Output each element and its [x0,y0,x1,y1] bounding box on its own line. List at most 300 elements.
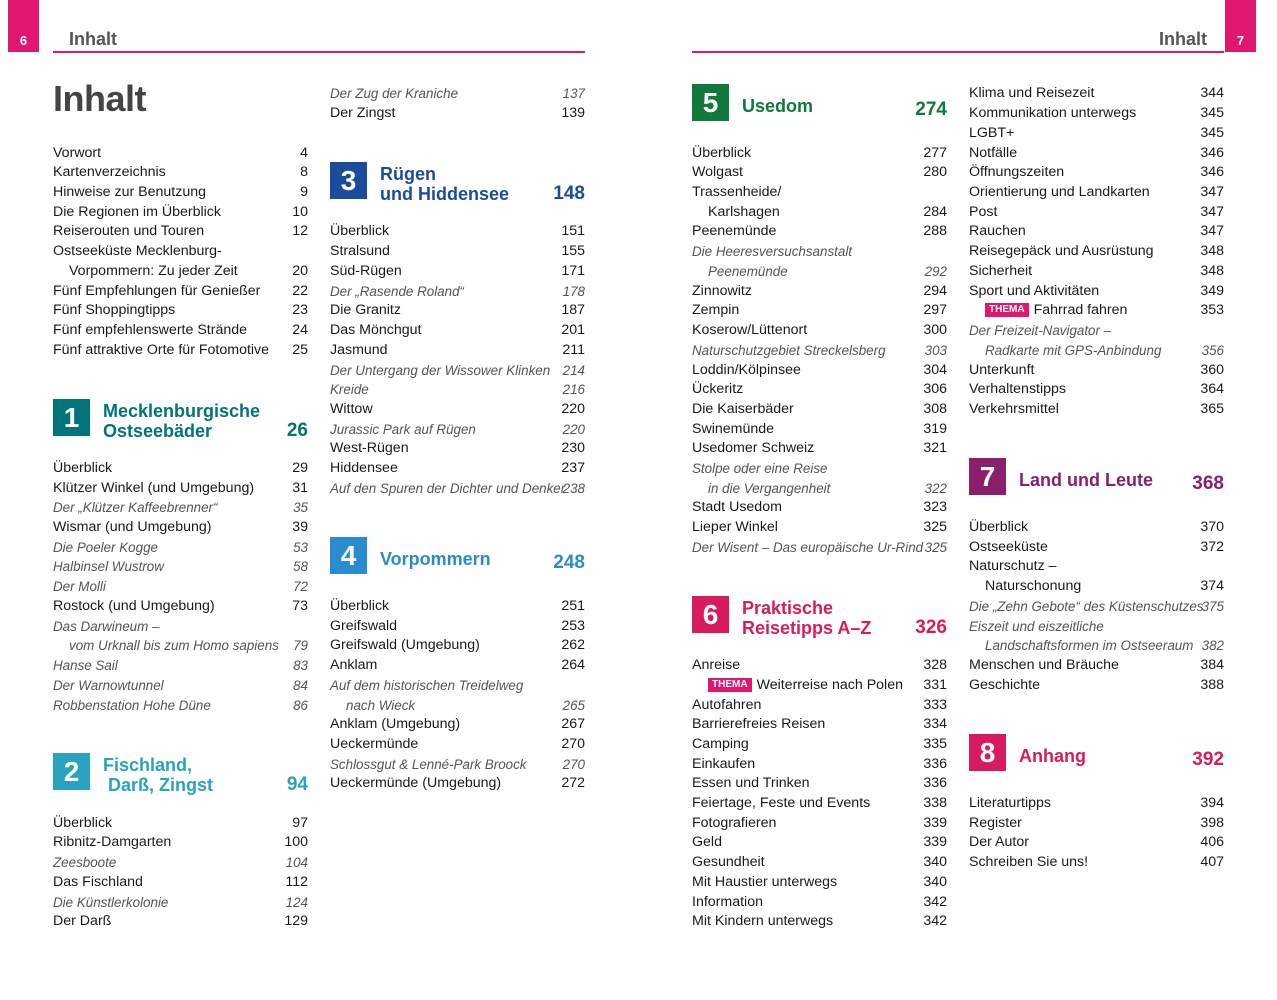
toc-entry-title: Trassenheide/ [692,184,782,200]
toc-entry-title: Sicherheit [969,263,1033,279]
toc-entry-title: Zinnowitz [692,283,752,299]
toc-entry-page: 237 [561,460,585,476]
toc-entry-der-dar[interactable] [53,912,308,932]
toc-entry-information[interactable] [692,893,947,913]
toc-entry-karlshagen[interactable] [692,203,947,223]
toc-entry-die-granitz[interactable] [330,301,585,321]
toc-entry-title: Register [969,815,1022,831]
toc-entry-title: Stolpe oder eine Reise [692,461,828,476]
toc-entry-title: Naturschutzgebiet Streckelsberg [692,343,886,358]
toc-entry-rostock-und-umgebung[interactable] [53,597,308,617]
toc-entry-page: 104 [285,855,308,870]
toc-entry-der-warnowtunnel[interactable] [53,676,308,696]
toc-entry-title: Auf dem historischen Treidelweg [330,678,524,693]
toc-entry-title: nach Wieck [346,698,416,713]
toc-entry-title: Wittow [330,401,373,417]
toc-entry-stralsund[interactable] [330,242,585,262]
toc-entry-page: 272 [561,775,585,791]
toc-entry-uberblick[interactable] [330,597,585,617]
toc-entry-die-poeler-kogge[interactable] [53,538,308,558]
toc-entry-west-rugen[interactable] [330,439,585,459]
toc-entry-stadt-usedom[interactable] [692,498,947,518]
chapter-page-number: 326 [915,617,947,638]
toc-entry-geld[interactable] [692,833,947,853]
toc-entry-title: Der Molli [53,579,106,594]
toc-entry-page: 382 [1201,638,1224,653]
toc-entry-page: 97 [292,815,308,831]
toc-entry-ueckermunde-umgebung[interactable] [330,774,585,794]
toc-entry-auf-den-spuren-der-dichter-und-denker[interactable] [330,479,585,499]
toc-entry-title: Das Fischland [53,874,143,890]
toc-entry-mit-kindern-unterwegs[interactable] [692,912,947,932]
toc-entry-page: 73 [292,598,308,614]
toc-entry-page: 178 [562,284,585,299]
toc-entry-hiddensee[interactable] [330,459,585,479]
chapter-number-badge: 7 [969,458,1006,495]
toc-entry-page: 372 [1200,539,1224,555]
toc-entry-page: 398 [1200,815,1224,831]
toc-entry-title: Hinweise zur Benutzung [53,184,206,200]
right-page-number-tab [1225,0,1256,52]
toc-entry-der-zug-der-kraniche[interactable] [330,84,585,104]
toc-entry-koserow-luttenort[interactable] [692,321,947,341]
chapter-heading-2[interactable] [53,753,308,793]
toc-entry-page: 407 [1200,854,1224,870]
toc-entry-title: Essen und Trinken [692,775,810,791]
toc-entry-jurassic-park-auf-rugen[interactable] [330,420,585,440]
toc-entry-page: 348 [1200,243,1224,259]
toc-entry-title: Anklam [330,657,378,673]
toc-entry-title: Vorpommern: Zu jeder Zeit [69,263,238,279]
toc-entry-notfalle[interactable] [969,144,1224,164]
toc-entry-title: Süd-Rügen [330,263,402,279]
toc-entry-page: 137 [562,86,585,101]
toc-entry-eiszeit-und-eiszeitliche[interactable] [969,617,1224,637]
toc-entry-uberblick[interactable] [330,222,585,242]
toc-entry-page: 10 [292,204,308,220]
toc-entry-title: Menschen und Bräuche [969,657,1119,673]
toc-entry-title: Wolgast [692,164,743,180]
toc-entry-peenemunde[interactable] [692,262,947,282]
toc-entry-page: 375 [1201,599,1224,614]
toc-entry-ostseekuste[interactable] [969,538,1224,558]
toc-entry-page: 124 [285,895,308,910]
toc-entry-wittow[interactable] [330,400,585,420]
toc-entry-trassenheide[interactable] [692,183,947,203]
toc-entry-fotografieren[interactable] [692,814,947,834]
toc-entry-title: Kommunikation unterwegs [969,105,1137,121]
toc-entry-uberblick[interactable] [53,814,308,834]
toc-entry-die-heeresversuchsanstalt[interactable] [692,242,947,262]
toc-entry-loddin-kolpinsee[interactable] [692,361,947,381]
toc-entry-page: 53 [293,540,308,555]
toc-entry-funf-attraktive-orte-fur-fotomotive[interactable] [53,341,308,361]
toc-entry-page: 25 [292,342,308,358]
toc-entry-page: 216 [562,382,585,397]
toc-entry-greifswald[interactable] [330,617,585,637]
toc-entry-page: 31 [292,480,308,496]
toc-entry-der-freizeit-navigator[interactable] [969,321,1224,341]
toc-entry-title: in die Vergangenheit [708,481,831,496]
toc-entry-das-darwineum[interactable] [53,617,308,637]
chapter-number-badge: 3 [330,162,367,199]
toc-entry-title: Greifswald [330,618,398,634]
chapter-number-badge: 1 [53,399,90,436]
toc-entry-title: Gesundheit [692,854,765,870]
toc-entry-title: Unterkunft [969,362,1035,378]
toc-entry-page: 288 [923,223,947,239]
toc-entry-page: 201 [561,322,585,338]
toc-entry-page: 322 [924,481,947,496]
chapter-title [103,401,260,441]
toc-entry-page: 338 [923,795,947,811]
chapter-number-badge: 4 [330,537,367,574]
toc-entry-kartenverzeichnis[interactable] [53,163,308,183]
toc-entry-title: Loddin/Kölpinsee [692,362,801,378]
toc-entry-fahrrad-fahren[interactable] [969,301,1224,321]
toc-entry-title: vom Urknall bis zum Homo sapiens [69,638,279,653]
toc-entry-gesundheit[interactable] [692,853,947,873]
toc-entry-title: Radkarte mit GPS-Anbindung [985,343,1162,358]
toc-entry-klutzer-winkel-und-umgebung[interactable] [53,479,308,499]
toc-entry-naturschonung[interactable] [969,577,1224,597]
toc-entry-page: 270 [562,757,585,772]
toc-entry-ribnitz-damgarten[interactable] [53,833,308,853]
toc-entry-title: Reiserouten und Touren [53,223,205,239]
toc-entry-page: 353 [1200,302,1224,318]
toc-entry-title: Naturschutz – [969,558,1057,574]
toc-entry-orientierung-und-landkarten[interactable] [969,183,1224,203]
toc-entry-sicherheit[interactable] [969,262,1224,282]
right-running-title: Inhalt [1159,29,1207,49]
toc-entry-verhaltenstipps[interactable] [969,380,1224,400]
chapter-page-number: 26 [286,420,308,441]
chapter-title [1019,746,1086,766]
toc-entry-uberblick[interactable] [53,459,308,479]
toc-entry-page: 365 [1200,401,1224,417]
toc-entry-page: 364 [1200,381,1224,397]
toc-entry-der-klutzer-kaffeebrenner[interactable] [53,498,308,518]
toc-entry-title: Überblick [969,519,1029,535]
toc-entry-page: 4 [300,145,308,161]
toc-entry-page: 238 [562,481,585,496]
toc-entry-mit-haustier-unterwegs[interactable] [692,873,947,893]
toc-entry-funf-empfehlenswerte-strande[interactable] [53,321,308,341]
toc-entry-text: Fahrrad fahren [1033,302,1128,318]
toc-entry-title: Sport und Aktivitäten [969,283,1100,299]
toc-entry-title: Zeesboote [53,855,117,870]
toc-entry-reiserouten-und-touren[interactable] [53,222,308,242]
toc-entry-title: Fünf Empfehlungen für Genießer [53,283,261,299]
toc-entry-funf-empfehlungen-fur-genie-er[interactable] [53,282,308,302]
toc-entry-klima-und-reisezeit[interactable] [969,84,1224,104]
toc-entry-uckeritz[interactable] [692,380,947,400]
chapter-title-line-1: Mecklenburgische [103,401,261,421]
toc-entry-page: 336 [923,775,947,791]
toc-entry-page: 253 [561,618,585,634]
toc-entry-page: 304 [923,362,947,378]
toc-entry-title: Rostock (und Umgebung) [53,598,215,614]
toc-entry-title: Schreiben Sie uns! [969,854,1089,870]
toc-entry-title: Barrierefreies Reisen [692,716,826,732]
toc-entry-title: Koserow/Lüttenort [692,322,808,338]
toc-entry-title: Orientierung und Landkarten [969,184,1150,200]
toc-entry-auf-dem-historischen-treidelweg[interactable] [330,676,585,696]
toc-entry-post[interactable] [969,203,1224,223]
toc-entry-title: Die Poeler Kogge [53,540,158,555]
toc-entry-naturschutz[interactable] [969,557,1224,577]
toc-entry-title: Stadt Usedom [692,499,782,515]
toc-entry-title: Autofahren [692,697,762,713]
toc-entry-register[interactable] [969,814,1224,834]
chapter-heading-5[interactable] [692,84,947,124]
toc-entry-ostseekuste-mecklenburg[interactable] [53,242,308,262]
toc-entry-title: Information [692,894,763,910]
toc-entry-title: Feiertage, Feste und Events [692,795,871,811]
toc-entry-page: 334 [923,716,947,732]
toc-entry-title: Ueckermünde (Umgebung) [330,775,502,791]
toc-entry-page: 370 [1200,519,1224,535]
toc-entry-robbenstation-hohe-dune[interactable] [53,696,308,716]
toc-entry-essen-und-trinken[interactable] [692,774,947,794]
toc-entry-die-kunstlerkolonie[interactable] [53,893,308,913]
toc-entry-title: Auf den Spuren der Dichter und Denker [330,481,566,496]
toc-entry-weiterreise-nach-polen[interactable] [692,676,947,696]
toc-entry-der-wisent-das-europaische-ur-rind[interactable] [692,538,947,558]
toc-entry-autofahren[interactable] [692,696,947,716]
toc-entry-anklam-umgebung[interactable] [330,715,585,735]
toc-entry-landschaftsformen-im-ostseeraum[interactable] [969,636,1224,656]
toc-entry-barrierefreies-reisen[interactable] [692,715,947,735]
toc-entry-title: Ostseeküste Mecklenburg- [53,243,222,259]
toc-entry-usedomer-schweiz[interactable] [692,439,947,459]
toc-entry-page: 22 [292,283,308,299]
toc-entry-title: Notfälle [969,145,1018,161]
toc-entry-naturschutzgebiet-streckelsberg[interactable] [692,341,947,361]
chapter-title-line-1: Vorpommern [380,549,491,569]
toc-entry-vorwort[interactable] [53,144,308,164]
toc-entry-vorpommern-zu-jeder-zeit[interactable] [53,262,308,282]
chapter-heading-1[interactable] [53,399,308,439]
toc-entry-title: Verkehrsmittel [969,401,1059,417]
toc-entry-page: 9 [300,184,308,200]
toc-entry-title [708,676,903,695]
toc-entry-page: 83 [293,658,308,673]
toc-entry-page: 8 [300,164,308,180]
toc-entry-der-rasende-roland[interactable] [330,282,585,302]
toc-entry-page: 303 [924,343,947,358]
toc-entry-sport-und-aktivitaten[interactable] [969,282,1224,302]
chapter-heading-8[interactable] [969,734,1224,774]
toc-entry-title: Zempin [692,302,740,318]
toc-entry-title: Landschaftsformen im Ostseeraum [985,638,1194,653]
toc-entry-title: Klützer Winkel (und Umgebung) [53,480,255,496]
toc-entry-page: 112 [285,874,308,890]
left-running-title: Inhalt [69,29,117,49]
toc-entry-einkaufen[interactable] [692,755,947,775]
toc-entry-title: Klima und Reisezeit [969,85,1095,101]
toc-entry-page: 356 [1201,343,1224,358]
toc-entry-uberblick[interactable] [692,144,947,164]
toc-entry-page: 84 [293,678,308,693]
chapter-heading-7[interactable] [969,458,1224,498]
toc-entry-title: Einkaufen [692,756,756,772]
toc-entry-page: 336 [923,756,947,772]
toc-entry-title: Swinemünde [692,421,775,437]
toc-entry-page: 388 [1200,677,1224,693]
toc-entry-der-molli[interactable] [53,577,308,597]
toc-entry-page: 394 [1200,795,1224,811]
toc-entry-radkarte-mit-gps-anbindung[interactable] [969,341,1224,361]
toc-entry-swinemunde[interactable] [692,420,947,440]
toc-entry-peenemunde[interactable] [692,222,947,242]
toc-entry-page: 294 [923,283,947,299]
toc-entry-das-fischland[interactable] [53,873,308,893]
toc-entry-nach-wieck[interactable] [330,696,585,716]
toc-entry-page: 406 [1200,834,1224,850]
chapter-page-number: 392 [1192,749,1224,770]
chapter-heading-6[interactable] [692,596,947,636]
toc-entry-title: Fotografieren [692,815,777,831]
toc-entry-ueckermunde[interactable] [330,735,585,755]
toc-entry-title: Fünf Shoppingtipps [53,302,176,318]
toc-entry-page: 58 [293,559,308,574]
toc-entry-page: 155 [561,243,585,259]
toc-entry-reisegepack-und-ausrustung[interactable] [969,242,1224,262]
toc-entry-page: 139 [561,105,585,121]
toc-entry-die-zehn-gebote-des-kustenschutzes[interactable] [969,597,1224,617]
thema-badge: THEMA [985,303,1029,317]
toc-entry-page: 348 [1200,263,1224,279]
toc-entry-wolgast[interactable] [692,163,947,183]
toc-entry-kreide[interactable] [330,380,585,400]
toc-entry-page: 270 [561,736,585,752]
toc-entry-title: Schlossgut & Lenné-Park Broock [330,757,527,772]
toc-entry-jasmund[interactable] [330,341,585,361]
toc-entry-page: 319 [923,421,947,437]
toc-entry-page: 325 [924,540,947,555]
chapter-title [380,549,491,569]
toc-entry-title: Die Heeresversuchsanstalt [692,244,853,259]
toc-entry-lgbt[interactable] [969,124,1224,144]
toc-entry-title: Stralsund [330,243,390,259]
toc-entry-der-untergang-der-wissower-klinken[interactable] [330,361,585,381]
toc-entry-die-regionen-im-uberblick[interactable] [53,203,308,223]
toc-entry-title: Überblick [692,145,752,161]
toc-entry-title: Literaturtipps [969,795,1052,811]
toc-entry-in-die-vergangenheit[interactable] [692,479,947,499]
toc-entry-title: Peenemünde [708,264,788,279]
toc-entry-page: 214 [562,363,585,378]
thema-badge: THEMA [708,678,752,692]
chapter-title [103,755,213,795]
chapter-heading-3[interactable] [330,162,585,202]
toc-entry-zeesboote[interactable] [53,853,308,873]
toc-entry-title: Der „Klützer Kaffeebrenner“ [53,500,218,515]
toc-entry-offnungszeiten[interactable] [969,163,1224,183]
chapter-number-badge: 8 [969,734,1006,771]
chapter-title [380,164,509,204]
toc-entry-feiertage-feste-und-events[interactable] [692,794,947,814]
toc-entry-page: 284 [923,204,947,220]
toc-entry-funf-shoppingtipps[interactable] [53,301,308,321]
toc-entry-lieper-winkel[interactable] [692,518,947,538]
toc-entry-verkehrsmittel[interactable] [969,400,1224,420]
chapter-title-line-1: Usedom [742,96,814,116]
toc-entry-hinweise-zur-benutzung[interactable] [53,183,308,203]
toc-entry-page: 333 [923,697,947,713]
toc-entry-page: 345 [1200,125,1224,141]
toc-entry-page: 129 [284,913,308,929]
toc-entry-page: 24 [292,322,308,338]
toc-entry-page: 187 [561,302,585,318]
toc-entry-page: 346 [1200,145,1224,161]
toc-entry-der-zingst[interactable] [330,104,585,124]
toc-entry-zinnowitz[interactable] [692,282,947,302]
toc-entry-title: Ückeritz [692,381,744,397]
toc-entry-die-kaiserbader[interactable] [692,400,947,420]
toc-entry-anreise[interactable] [692,656,947,676]
toc-entry-page: 340 [923,854,947,870]
chapter-heading-4[interactable] [330,537,585,577]
toc-entry-page: 331 [923,677,947,693]
toc-entry-title: Die Regionen im Überblick [53,204,221,220]
toc-entry-unterkunft[interactable] [969,361,1224,381]
toc-entry-der-autor[interactable] [969,833,1224,853]
toc-entry-page: 20 [292,263,308,279]
chapter-title-line-2: Reisetipps A–Z [742,618,872,638]
toc-entry-text: Weiterreise nach Polen [756,677,903,693]
toc-entry-title: Der Zug der Kraniche [330,86,459,101]
toc-entry-camping[interactable] [692,735,947,755]
toc-entry-title: Eiszeit und eiszeitliche [969,619,1104,634]
toc-entry-page: 349 [1200,283,1224,299]
toc-entry-anklam[interactable] [330,656,585,676]
toc-entry-sud-rugen[interactable] [330,262,585,282]
toc-entry-hanse-sail[interactable] [53,656,308,676]
toc-entry-page: 12 [292,223,308,239]
toc-entry-das-monchgut[interactable] [330,321,585,341]
toc-entry-menschen-und-brauche[interactable] [969,656,1224,676]
toc-entry-title: Hiddensee [330,460,398,476]
toc-entry-kommunikation-unterwegs[interactable] [969,104,1224,124]
toc-entry-schlossgut-lenne-park-broock[interactable] [330,755,585,775]
toc-entry-schreiben-sie-uns[interactable] [969,853,1224,873]
page-title: Inhalt [53,78,146,119]
chapter-title-line-1: Fischland, [103,755,193,775]
toc-entry-uberblick[interactable] [969,518,1224,538]
toc-entry-title: Robbenstation Hohe Düne [53,698,211,713]
toc-entry-wismar-und-umgebung[interactable] [53,518,308,538]
toc-entry-title: Öffnungszeiten [969,164,1065,180]
toc-entry-rauchen[interactable] [969,222,1224,242]
chapter-page-number: 248 [553,552,585,573]
toc-entry-title: LGBT+ [969,125,1015,141]
toc-entry-halbinsel-wustrow[interactable] [53,557,308,577]
toc-entry-vom-urknall-bis-zum-homo-sapiens[interactable] [53,636,308,656]
toc-entry-stolpe-oder-eine-reise[interactable] [692,459,947,479]
toc-entry-title: Halbinsel Wustrow [53,559,164,574]
toc-entry-geschichte[interactable] [969,676,1224,696]
chapter-page-number: 148 [553,183,585,204]
toc-entry-page: 251 [561,598,585,614]
toc-entry-greifswald-umgebung[interactable] [330,636,585,656]
toc-entry-zempin[interactable] [692,301,947,321]
toc-entry-title: Rauchen [969,223,1026,239]
toc-entry-literaturtipps[interactable] [969,794,1224,814]
toc-entry-title: Überblick [53,815,113,831]
toc-entry-title: Hanse Sail [53,658,118,673]
